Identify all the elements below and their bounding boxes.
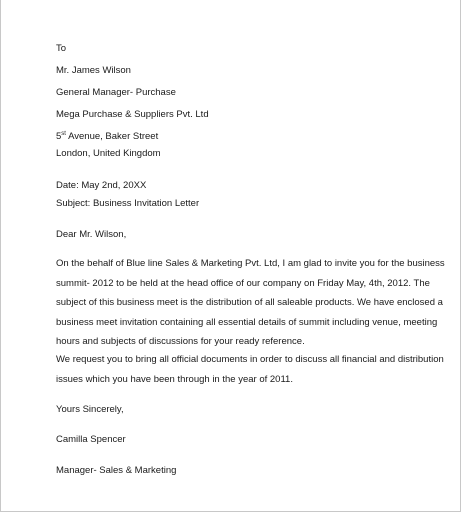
- closing: Yours Sincerely,: [56, 404, 124, 415]
- signer-name: Camilla Spencer: [56, 434, 126, 445]
- recipient-company: Mega Purchase & Suppliers Pvt. Ltd: [56, 109, 209, 120]
- body-line: business meet invitation containing all essential details of summit including venue, meeting: [56, 316, 438, 328]
- to-label: To: [56, 43, 67, 54]
- body-line: subject of this business meet is the distribution of all saleable products. We have enclosed a: [56, 297, 443, 309]
- recipient-name: Mr. James Wilson: [56, 65, 131, 76]
- body-line: We request you to bring all official documents in order to discuss all financial and distribution: [56, 354, 444, 365]
- body-line: issues which you have been through in the year of 2011.: [56, 373, 293, 385]
- recipient-address: [56, 131, 158, 143]
- body-line: hours and subjects of discussions for your ready reference.: [56, 336, 305, 348]
- address-superscript: st: [61, 131, 66, 137]
- address-street: Avenue, Baker Street: [65, 131, 159, 142]
- recipient-title: General Manager- Purchase: [56, 87, 176, 98]
- address-number: 5: [56, 131, 62, 142]
- salutation: Dear Mr. Wilson,: [56, 229, 127, 240]
- body-paragraph-2: [56, 350, 444, 389]
- body-line: On the behalf of Blue line Sales & Marketing Pvt. Ltd, I am glad to invite you for the business: [56, 258, 445, 269]
- body-paragraph-1: [56, 254, 445, 352]
- letter-subject: Subject: Business Invitation Letter: [56, 198, 200, 209]
- letter-date: Date: May 2nd, 20XX: [56, 180, 147, 191]
- signer-title: Manager- Sales & Marketing: [56, 465, 177, 476]
- recipient-city: London, United Kingdom: [56, 148, 161, 159]
- body-line: summit- 2012 to be held at the head office of our company on Friday May, 4th, 2012. The: [56, 277, 430, 289]
